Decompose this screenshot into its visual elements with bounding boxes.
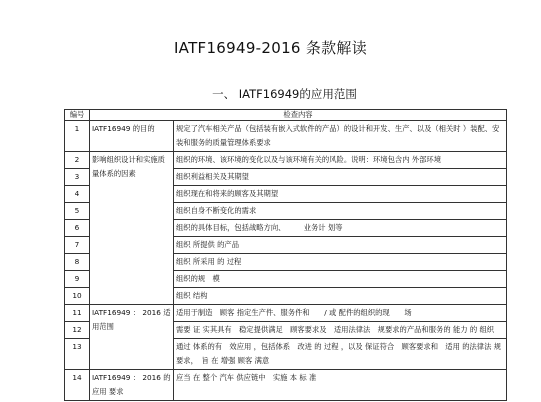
- table-row: [65, 370, 507, 401]
- row-number: 10: [65, 288, 90, 305]
- row-number: 6: [65, 220, 90, 237]
- row-number: 5: [65, 203, 90, 220]
- table-header-row: [65, 110, 507, 121]
- section-title: 一、 IATF16949的应用范围: [212, 87, 357, 101]
- row-category: IATF16949 ： 2016 的 应用 要求: [90, 370, 174, 401]
- row-content: 组织现在和将来的顾客及其期望: [174, 186, 507, 203]
- row-number: 9: [65, 271, 90, 288]
- row-content: 组织 结构: [174, 288, 507, 305]
- row-category: IATF16949 的目的: [90, 121, 174, 152]
- row-content: 组织利益相关及其期望: [174, 169, 507, 186]
- row-category: 影响组织设计和实施质量体系的因素: [90, 152, 174, 305]
- row-content: 通过 体系的有 效应用 ，包括体系 改进 的 过程 ，以及 保证符合 顾客要求和 适用 的法律法 规要求， 旨 在 增强 顾客 满意: [174, 339, 507, 370]
- row-content: 组织 所采用 的 过程: [174, 254, 507, 271]
- row-number: 14: [65, 370, 90, 401]
- row-number: 7: [65, 237, 90, 254]
- row-content: 需要 证 实其具有 稳定提供满足 顾客要求及 适用法律法 规要求的产品和服务的 能力 的 组织: [174, 322, 507, 339]
- header-number: 编号: [65, 110, 90, 121]
- scope-table: [64, 109, 507, 401]
- row-content: 组织自身不断变化的需求: [174, 203, 507, 220]
- row-content: 组织的规 模: [174, 271, 507, 288]
- row-content: 规定了汽车相关产品（包括装有嵌入式软件的产品）的设计和开发、生产、以及（相关时 ）装配、安装和服务的质量管理体系要求: [174, 121, 507, 152]
- row-content: 应当 在 整个 汽车 供应链中 实施 本 标 准: [174, 370, 507, 401]
- row-number: 11: [65, 305, 90, 322]
- row-number: 8: [65, 254, 90, 271]
- row-content: 适用于制造 顾客 指定生产件、服务件和 / 或 配件的组织的现 场: [174, 305, 507, 322]
- row-number: 12: [65, 322, 90, 339]
- row-content: 组织的环境、该环境的变化以及与该环境有关的风险。说明：环境包含内 外部环境: [174, 152, 507, 169]
- table-row: [65, 305, 507, 322]
- table-row: [65, 152, 507, 169]
- table-row: [65, 121, 507, 152]
- row-number: 4: [65, 186, 90, 203]
- row-number: 2: [65, 152, 90, 169]
- row-number: 3: [65, 169, 90, 186]
- row-content: 组织 所提供 的产品: [174, 237, 507, 254]
- header-content: 检查内容: [90, 110, 507, 121]
- row-number: 1: [65, 121, 90, 152]
- document-title: IATF16949-2016 条款解读: [173, 39, 368, 57]
- row-category: IATF16949 ： 2016 适用范围: [90, 305, 174, 370]
- row-number: 13: [65, 339, 90, 370]
- row-content: 组织的具体目标，包括战略方向、 业务计 划等: [174, 220, 507, 237]
